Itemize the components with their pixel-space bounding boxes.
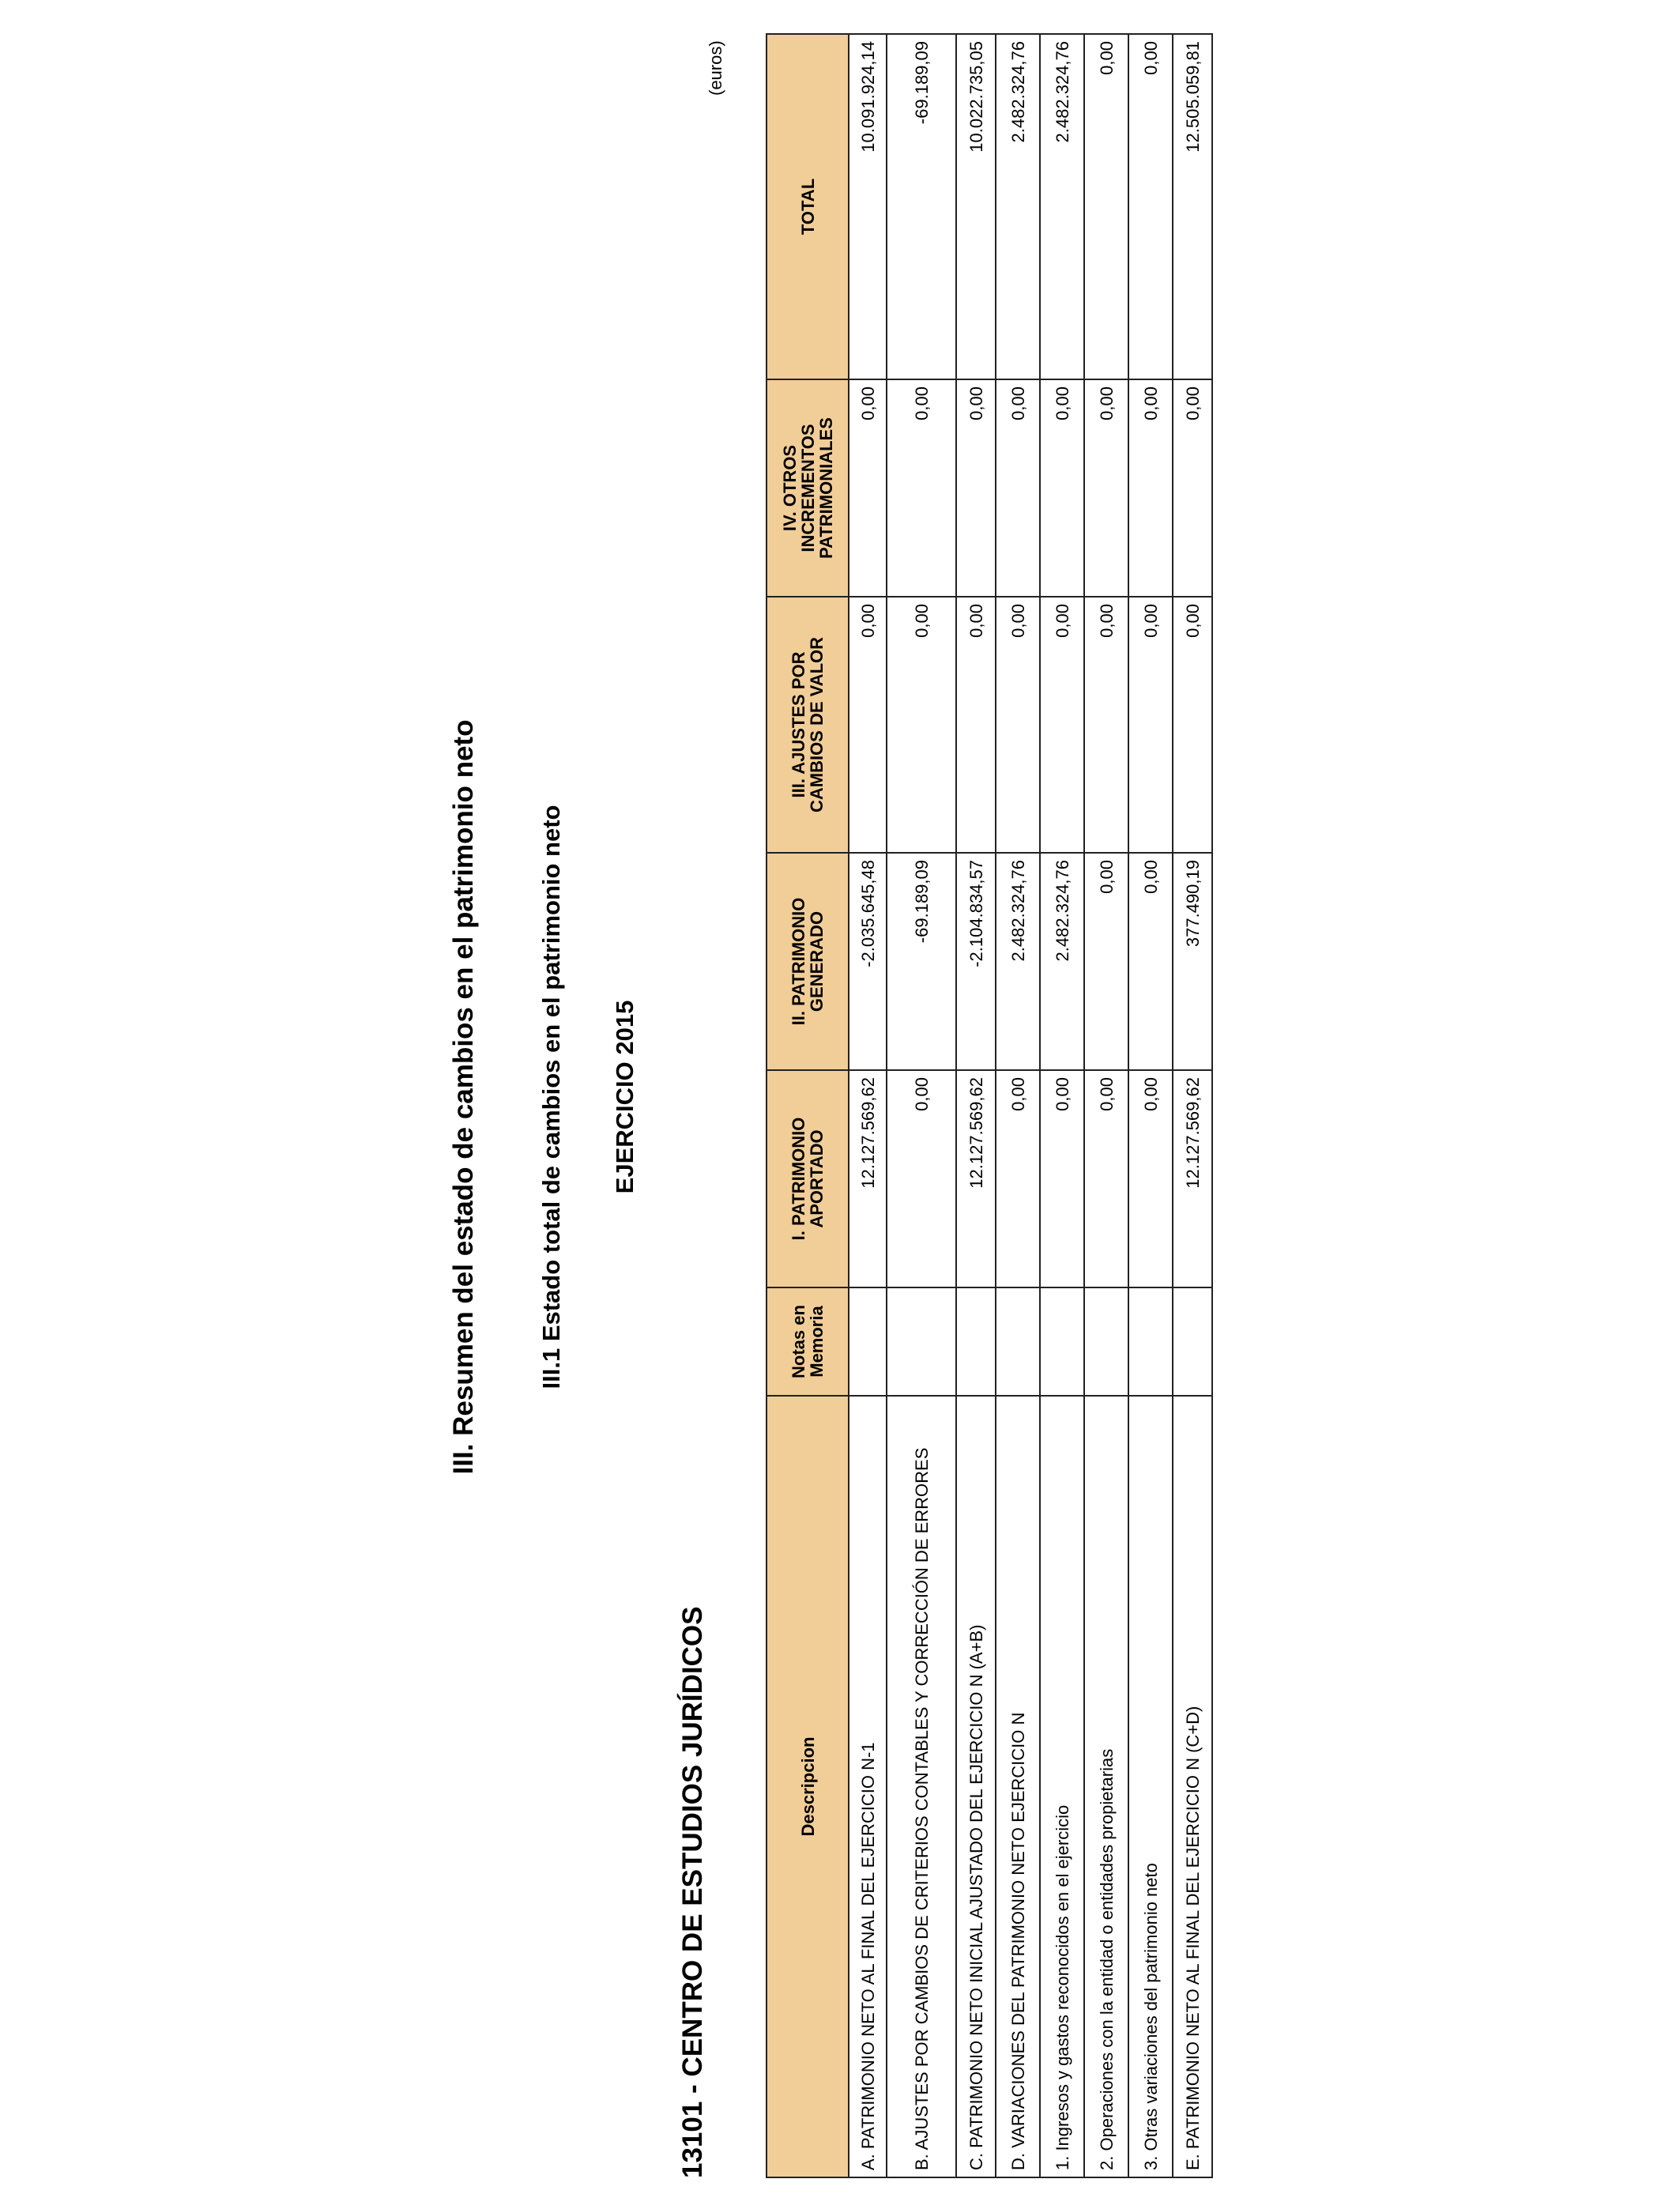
row-notes bbox=[1084, 1287, 1128, 1396]
row-aportado: 0,00 bbox=[1040, 1070, 1084, 1287]
row-ajustes: 0,00 bbox=[1040, 597, 1084, 853]
row-description: 1. Ingresos y gastos reconocidos en el ejercicio bbox=[1040, 1396, 1084, 2177]
header-aportado bbox=[767, 1070, 849, 1287]
row-generado: -2.104.834,57 bbox=[956, 853, 996, 1070]
header-total: TOTAL bbox=[767, 34, 849, 379]
fiscal-year-title: EJERCICIO 2015 bbox=[611, 1000, 638, 1194]
row-total: 0,00 bbox=[1084, 34, 1128, 379]
row-description: A. PATRIMONIO NETO AL FINAL DEL EJERCICIO N-1 bbox=[849, 1396, 887, 2177]
row-total: 10.022.735,05 bbox=[956, 34, 996, 379]
header-otros-line: PATRIMONIALES bbox=[816, 417, 836, 559]
table-row bbox=[1084, 34, 1128, 2177]
header-ajustes bbox=[767, 597, 849, 853]
row-notes bbox=[1128, 1287, 1173, 1396]
table-row bbox=[1040, 34, 1084, 2177]
row-total: 12.505.059,81 bbox=[1173, 34, 1212, 379]
row-notes bbox=[849, 1287, 887, 1396]
row-total: 10.091.924,14 bbox=[849, 34, 887, 379]
row-ajustes: 0,00 bbox=[849, 597, 887, 853]
row-description: 3. Otras variaciones del patrimonio neto bbox=[1128, 1396, 1173, 2177]
row-ajustes: 0,00 bbox=[1084, 597, 1128, 853]
header-notas bbox=[767, 1287, 849, 1396]
header-otros-line: INCREMENTOS bbox=[797, 424, 818, 552]
row-otros: 0,00 bbox=[887, 379, 956, 597]
row-otros: 0,00 bbox=[996, 379, 1040, 597]
row-otros: 0,00 bbox=[1084, 379, 1128, 597]
header-row bbox=[767, 34, 849, 2177]
header-ajustes-line: CAMBIOS DE VALOR bbox=[807, 636, 827, 813]
row-aportado: 0,00 bbox=[1128, 1070, 1173, 1287]
row-description: E. PATRIMONIO NETO AL FINAL DEL EJERCICIO N (C+D) bbox=[1173, 1396, 1212, 2177]
row-notes bbox=[1173, 1287, 1212, 1396]
row-otros: 0,00 bbox=[849, 379, 887, 597]
equity-changes-table bbox=[766, 33, 1213, 2178]
row-generado: 2.482.324,76 bbox=[996, 853, 1040, 1070]
row-aportado: 0,00 bbox=[887, 1070, 956, 1287]
header-aportado-line: I. PATRIMONIO bbox=[789, 1117, 808, 1241]
row-aportado: 0,00 bbox=[1084, 1070, 1128, 1287]
row-description: C. PATRIMONIO NETO INICIAL AJUSTADO DEL EJERCICIO N (A+B) bbox=[956, 1396, 996, 2177]
row-total: 2.482.324,76 bbox=[996, 34, 1040, 379]
header-otros bbox=[767, 379, 849, 597]
row-ajustes: 0,00 bbox=[1128, 597, 1173, 853]
row-generado: 377.490,19 bbox=[1173, 853, 1212, 1070]
row-aportado: 12.127.569,62 bbox=[849, 1070, 887, 1287]
row-generado: -69.189,09 bbox=[887, 853, 956, 1070]
main-title: III. Resumen del estado de cambios en el patrimonio neto bbox=[448, 719, 479, 1475]
sub-title: III.1 Estado total de cambios en el patrimonio neto bbox=[537, 805, 565, 1389]
header-notas-line: Memoria bbox=[807, 1306, 827, 1378]
row-generado: 0,00 bbox=[1084, 853, 1128, 1070]
header-notas-line: Notas en bbox=[789, 1305, 808, 1378]
header-generado bbox=[767, 853, 849, 1070]
row-notes bbox=[1040, 1287, 1084, 1396]
header-generado-line: II. PATRIMONIO bbox=[789, 897, 808, 1026]
row-otros: 0,00 bbox=[956, 379, 996, 597]
table-row bbox=[849, 34, 887, 2177]
row-total: 2.482.324,76 bbox=[1040, 34, 1084, 379]
row-otros: 0,00 bbox=[1040, 379, 1084, 597]
row-ajustes: 0,00 bbox=[956, 597, 996, 853]
row-description: B. AJUSTES POR CAMBIOS DE CRITERIOS CONTABLES Y CORRECCIÓN DE ERRORES bbox=[887, 1396, 956, 2177]
table-row bbox=[996, 34, 1040, 2177]
row-total: -69.189,09 bbox=[887, 34, 956, 379]
row-ajustes: 0,00 bbox=[996, 597, 1040, 853]
row-notes bbox=[956, 1287, 996, 1396]
row-otros: 0,00 bbox=[1128, 379, 1173, 597]
table-row bbox=[887, 34, 956, 2177]
table-row bbox=[1128, 34, 1173, 2177]
row-aportado: 0,00 bbox=[996, 1070, 1040, 1287]
row-aportado: 12.127.569,62 bbox=[956, 1070, 996, 1287]
row-generado: 0,00 bbox=[1128, 853, 1173, 1070]
row-otros: 0,00 bbox=[1173, 379, 1212, 597]
row-ajustes: 0,00 bbox=[1173, 597, 1212, 853]
header-aportado-line: APORTADO bbox=[807, 1129, 827, 1228]
row-description: 2. Operaciones con la entidad o entidades propietarias bbox=[1084, 1396, 1128, 2177]
row-notes bbox=[996, 1287, 1040, 1396]
units-label: (euros) bbox=[706, 40, 725, 96]
row-description: D. VARIACIONES DEL PATRIMONIO NETO EJERCICIO N bbox=[996, 1396, 1040, 2177]
header-generado-line: GENERADO bbox=[807, 910, 827, 1012]
row-aportado: 12.127.569,62 bbox=[1173, 1070, 1212, 1287]
header-ajustes-line: III. AJUSTES POR bbox=[789, 651, 808, 798]
row-total: 0,00 bbox=[1128, 34, 1173, 379]
header-descripcion: Descripcion bbox=[767, 1396, 849, 2177]
table-row bbox=[1173, 34, 1212, 2177]
row-notes bbox=[887, 1287, 956, 1396]
row-generado: -2.035.645,48 bbox=[849, 853, 887, 1070]
table-row bbox=[956, 34, 996, 2177]
entity-title: 13101 - CENTRO DE ESTUDIOS JURÍDICOS bbox=[677, 1606, 708, 2178]
row-generado: 2.482.324,76 bbox=[1040, 853, 1084, 1070]
header-otros-line: IV. OTROS bbox=[779, 444, 800, 532]
row-ajustes: 0,00 bbox=[887, 597, 956, 853]
